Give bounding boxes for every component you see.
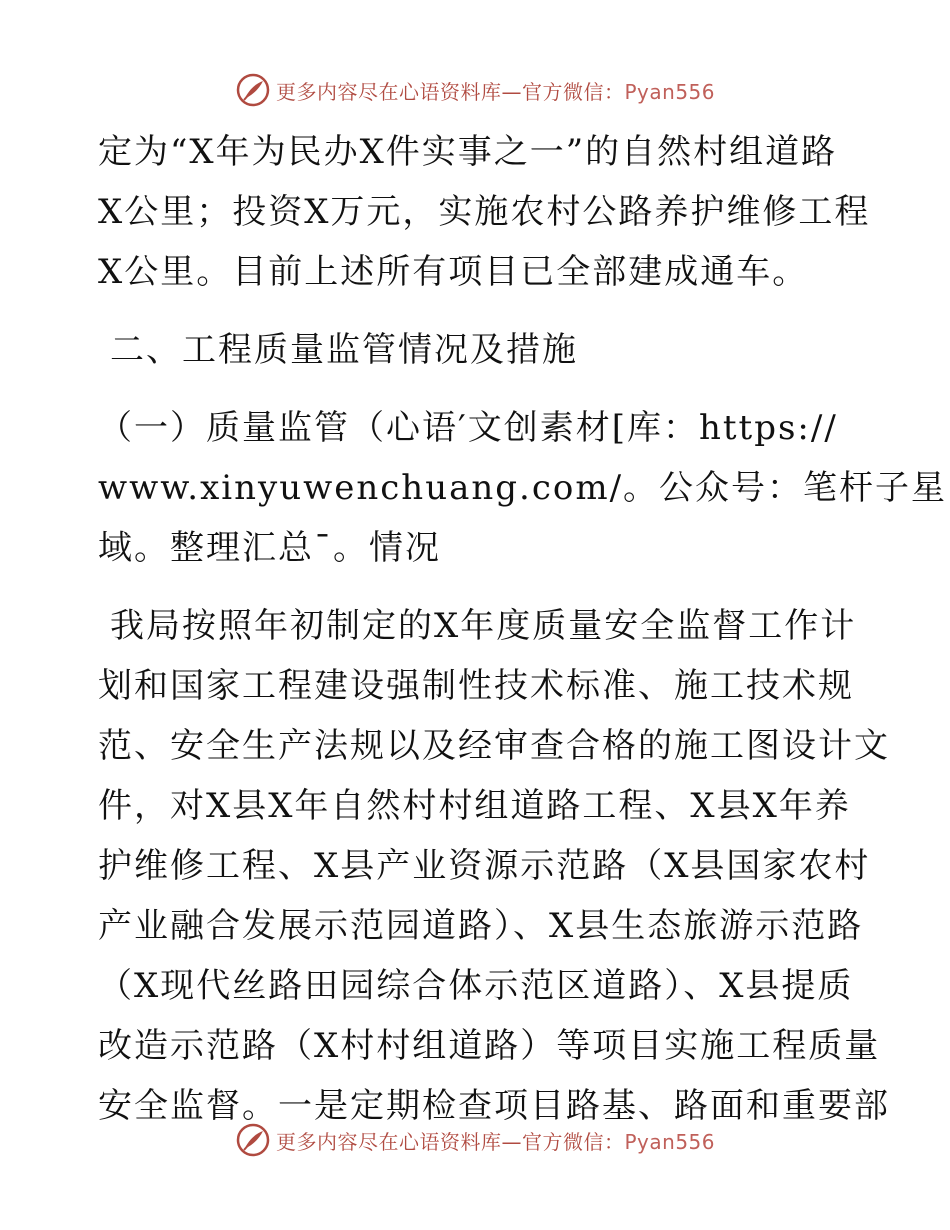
watermark-text: 更多内容尽在心语资料库—官方微信：Pyan556 xyxy=(276,1129,716,1154)
text-line: （X现代丝路田园综合体示范区道路）、X县提质 xyxy=(98,966,854,1006)
text-line: X公里。目前上述所有项目已全部建成通车。 xyxy=(98,252,809,292)
watermark-text: 更多内容尽在心语资料库—官方微信：Pyan556 xyxy=(276,79,716,104)
header-watermark xyxy=(236,72,715,108)
paragraph-body xyxy=(98,596,890,1136)
text-line: 改造示范路（X村村组道路）等项目实施工程质量 xyxy=(98,1026,881,1066)
text-line: 件，对X县X年自然村村组道路工程、X县X年养 xyxy=(98,786,851,826)
paragraph-intro xyxy=(98,122,871,302)
text-line: 范、安全生产法规以及经审查合格的施工图设计文 xyxy=(98,726,890,766)
text-line: 护维修工程、X县产业资源示范路（X县国家农村 xyxy=(98,846,871,886)
text-line: X公里；投资X万元，实施农村公路养护维修工程 xyxy=(98,192,871,232)
section-heading xyxy=(98,320,858,380)
watermark-handle: Pyan556 xyxy=(624,79,716,104)
text-line: 划和国家工程建设强制性技术标准、施工技术规 xyxy=(98,666,854,706)
watermark-handle: Pyan556 xyxy=(624,1129,716,1154)
footer-watermark xyxy=(236,1122,715,1158)
text-line: 安全监督。一是定期检查项目路基、路面和重要部 xyxy=(98,1086,890,1126)
heading-line: （一）质量监管（心语′文创素材[库：https:// xyxy=(98,408,838,448)
heading-line: 域。整理汇总¯。情况 xyxy=(98,528,441,568)
heading-line: www.xinyuwenchuang.com/。公众号：笔杆子星 xyxy=(98,468,948,508)
quill-feather-icon xyxy=(236,73,270,107)
subsection-heading xyxy=(98,398,948,578)
text-line: 我局按照年初制定的X年度质量安全监督工作计 xyxy=(110,606,857,646)
quill-feather-icon xyxy=(236,1123,270,1157)
document-body xyxy=(98,122,948,1136)
text-line: 定为“X年为民办X件实事之一”的自然村组道路 xyxy=(98,132,838,172)
heading-line: 二、工程质量监管情况及措施 xyxy=(110,330,578,370)
text-line: 产业融合发展示范园道路）、X县生态旅游示范路 xyxy=(98,906,864,946)
